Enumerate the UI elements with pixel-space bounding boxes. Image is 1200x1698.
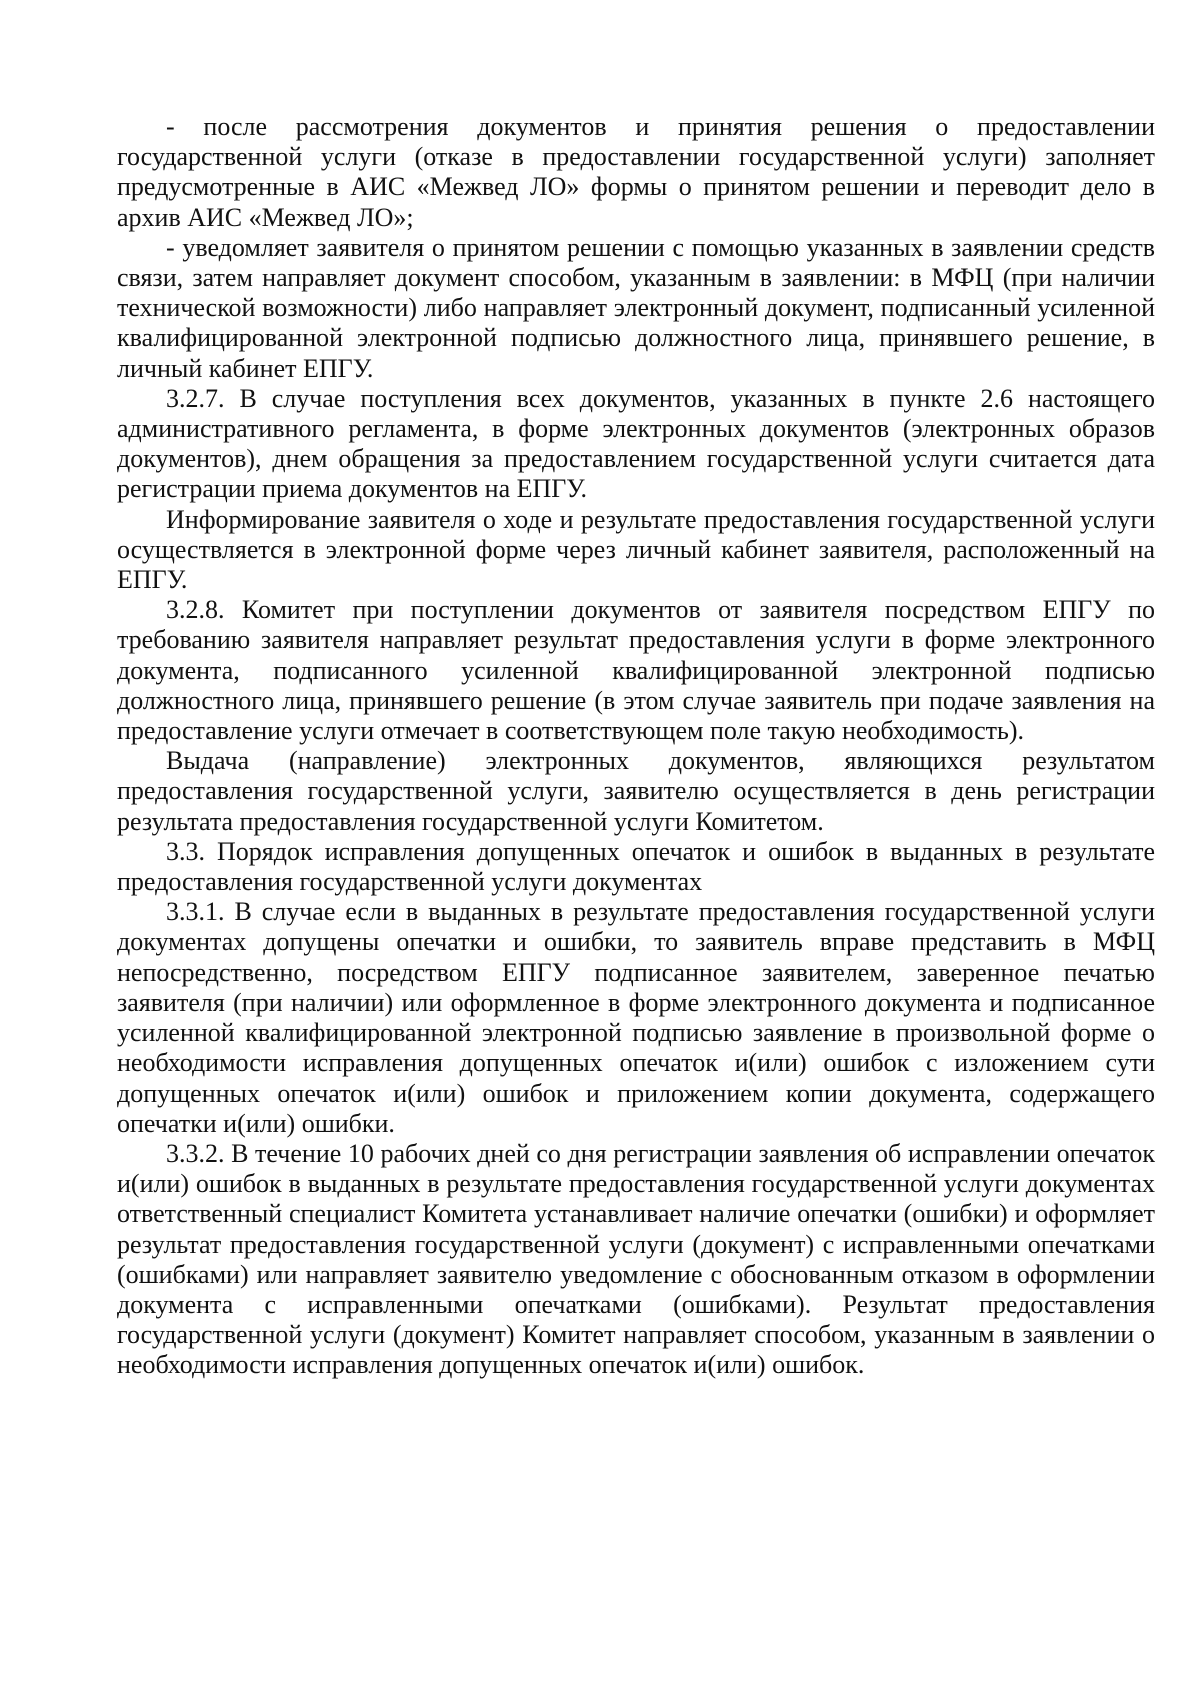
- paragraph-3-3-2: 3.3.2. В течение 10 рабочих дней со дня регистрации заявления об исправлении опечаток и(или) ошибок в выданных в результате предоставления государственной услуги документах ответственный специалист Комитета устанавливает наличие опечатки (ошибки) и оформляет результат предоставления государственной услуги (документ) с исправленными опечатками (ошибками) или направляет заявителю уведомление с обоснованным отказом в оформлении документа с исправленными опечатками (ошибками). Результат предоставления государственной услуги (документ) Комитет направляет способом, указанным в заявлении о необходимости исправления допущенных опечаток и(или) ошибок.: [117, 1138, 1155, 1380]
- paragraph-3-2-8: 3.2.8. Комитет при поступлении документов от заявителя посредством ЕПГУ по требованию заявителя направляет результат предоставления услуги в форме электронного документа, подписанного усиленной квалифицированной электронной подписью должностного лица, принявшего решение (в этом случае заявитель при подаче заявления на предоставление услуги отмечает в соответствующем поле такую необходимость).: [117, 595, 1155, 746]
- paragraph-3-3-1: 3.3.1. В случае если в выданных в результате предоставления государственной услуги документах допущены опечатки и ошибки, то заявитель вправе представить в МФЦ непосредственно, посредством ЕПГУ подписанное заявителем, заверенное печатью заявителя (при наличии) или оформленное в форме электронного документа и подписанное усиленной квалифицированной электронной подписью заявление в произвольной форме о необходимости исправления допущенных опечаток и(или) ошибок с изложением сути допущенных опечаток и(или) ошибок и приложением копии документа, содержащего опечатки и(или) ошибки.: [117, 897, 1155, 1138]
- paragraph-3-3-heading: 3.3. Порядок исправления допущенных опечаток и ошибок в выданных в результате предоставления государственной услуги документах: [117, 836, 1155, 897]
- paragraph-informing: Информирование заявителя о ходе и результате предоставления государственной услуги осуществляется в электронной форме через личный кабинет заявителя, расположенный на ЕПГУ.: [117, 504, 1155, 595]
- document-body: [117, 112, 1155, 1381]
- paragraph-3-2-7: 3.2.7. В случае поступления всех документов, указанных в пункте 2.6 настоящего административного регламента, в форме электронных документов (электронных образов документов), днем обращения за предоставлением государственной услуги считается дата регистрации приема документов на ЕПГУ.: [117, 383, 1155, 504]
- paragraph-notify-applicant: - уведомляет заявителя о принятом решении с помощью указанных в заявлении средств связи, затем направляет документ способом, указанным в заявлении: в МФЦ (при наличии технической возможности) либо направляет электронный документ, подписанный усиленной квалифицированной электронной подписью должностного лица, принявшего решение, в личный кабинет ЕПГУ.: [117, 232, 1155, 383]
- paragraph-issuance: Выдача (направление) электронных документов, являющихся результатом предоставления государственной услуги, заявителю осуществляется в день регистрации результата предоставления государственной услуги Комитетом.: [117, 746, 1155, 836]
- paragraph-archive-case: - после рассмотрения документов и принятия решения о предоставлении государственной услуги (отказе в предоставлении государственной услуги) заполняет предусмотренные в АИС «Межвед ЛО» формы о принятом решении и переводит дело в архив АИС «Межвед ЛО»;: [117, 112, 1155, 232]
